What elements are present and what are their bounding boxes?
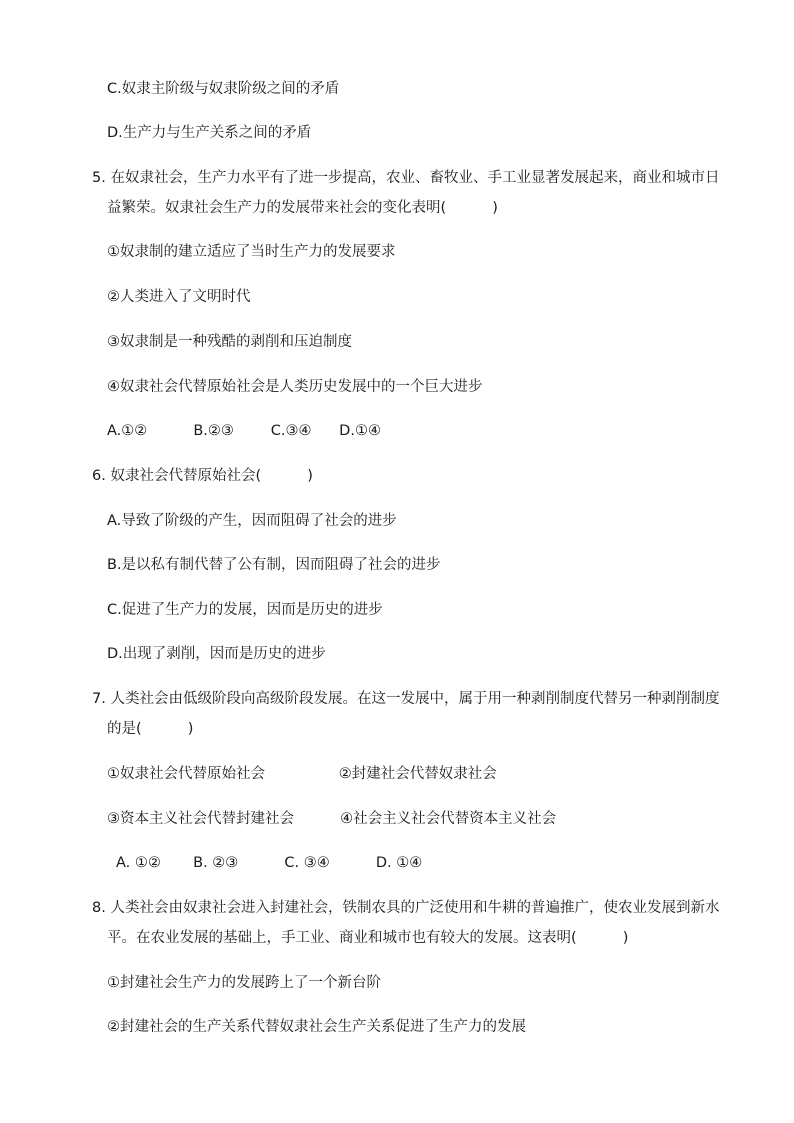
q6-option-d: D.出现了剥削，因而是历史的进步 — [107, 646, 326, 662]
q8-statement-2: ②封建社会的生产关系代替奴隶社会生产关系促进了生产力的发展 — [107, 1019, 526, 1035]
q7-options: A. ①② B. ②③ C. ③④ D. ①④ — [116, 855, 423, 871]
question-6: 6. 奴隶社会代替原始社会( ) — [92, 468, 313, 484]
q6-option-c: C.促进了生产力的发展，因而是历史的进步 — [107, 602, 383, 618]
q8-statement-1: ①封建社会生产力的发展跨上了一个新台阶 — [107, 975, 381, 991]
question-8-line-1: 8. 人类社会由奴隶社会进入封建社会，铁制农具的广泛使用和牛耕的普遍推广，使农业发展到新水 — [92, 900, 720, 916]
q5-options: A.①② B.②③ C.③④ D.①④ — [107, 423, 381, 439]
question-5-line-2: 益繁荣。奴隶社会生产力的发展带来社会的变化表明( ) — [107, 200, 498, 216]
q7-statements-1-2: ①奴隶社会代替原始社会 ②封建社会代替奴隶社会 — [107, 766, 497, 782]
question-7-line-2: 的是( ) — [107, 721, 194, 737]
q6-option-a: A.导致了阶级的产生，因而阻碍了社会的进步 — [107, 513, 397, 529]
q5-statement-1: ①奴隶制的建立适应了当时生产力的发展要求 — [107, 244, 396, 260]
q5-statement-3: ③奴隶制是一种残酷的剥削和压迫制度 — [107, 334, 352, 350]
option-c-q4: C.奴隶主阶级与奴隶阶级之间的矛盾 — [107, 81, 340, 97]
q5-statement-4: ④奴隶社会代替原始社会是人类历史发展中的一个巨大进步 — [107, 379, 483, 395]
q7-statements-3-4: ③资本主义社会代替封建社会 ④社会主义社会代替资本主义社会 — [107, 811, 557, 827]
option-d-q4: D.生产力与生产关系之间的矛盾 — [107, 125, 312, 141]
question-7-line-1: 7. 人类社会由低级阶段向高级阶段发展。在这一发展中，属于用一种剥削制度代替另一种剥削制度 — [92, 691, 720, 707]
question-8-line-2: 平。在农业发展的基础上，手工业、商业和城市也有较大的发展。这表明( ) — [107, 930, 629, 946]
q6-option-b: B.是以私有制代替了公有制，因而阻碍了社会的进步 — [107, 557, 441, 573]
question-5-line-1: 5. 在奴隶社会，生产力水平有了进一步提高，农业、畜牧业、手工业显著发展起来，商业和城市日 — [92, 170, 720, 186]
q5-statement-2: ②人类进入了文明时代 — [107, 289, 251, 305]
